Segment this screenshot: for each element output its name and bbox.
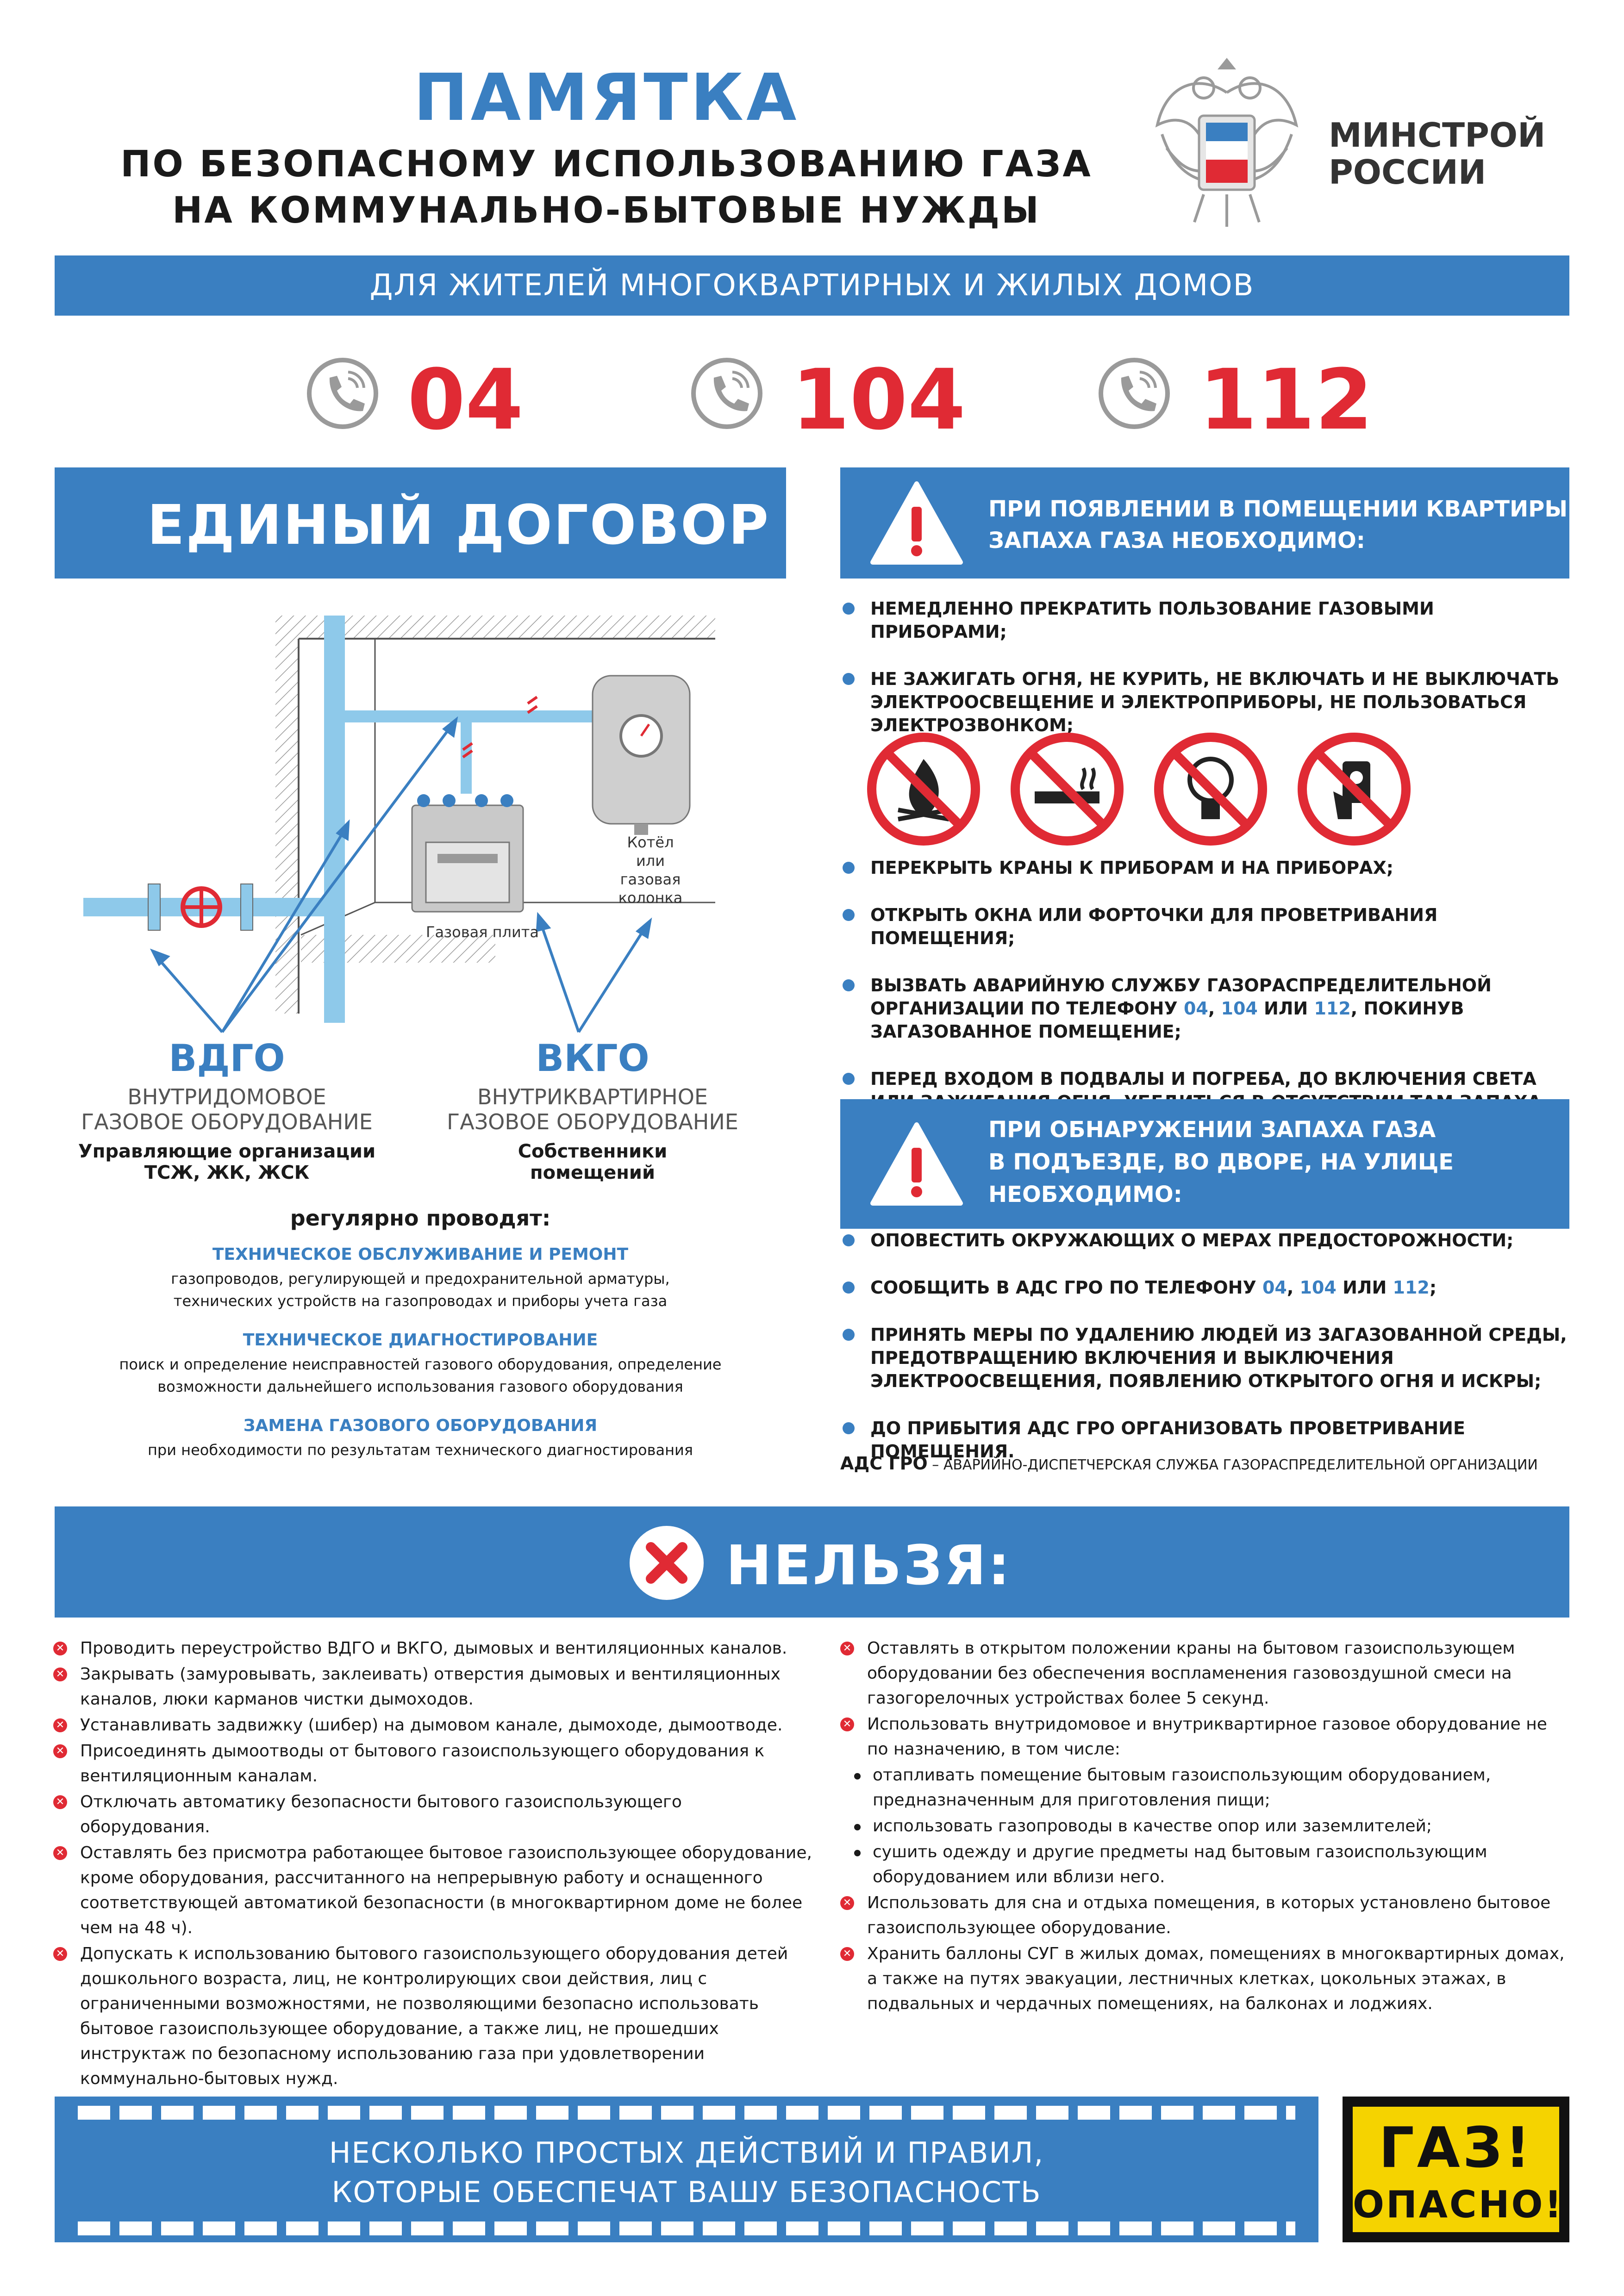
list-item-text: ; [1429,1277,1437,1298]
list-item-text: , [1287,1277,1300,1298]
phone-number-112[interactable]: 112 [1199,352,1373,448]
phone-icon [1097,356,1171,430]
vdgo-line2: ГАЗОВОЕ ОБОРУДОВАНИЕ [81,1109,373,1134]
vdgo-line1: ВНУТРИДОМОВОЕ [127,1084,326,1109]
list-item-text: ПЕРЕКРЫТЬ КРАНЫ К ПРИБОРАМ И НА ПРИБОРАХ; [870,858,1393,878]
list-item [840,1941,1569,2016]
vdgo-owner2: ТСЖ, ЖК, ЖСК [144,1162,310,1183]
list-item-text: ИЛИ [1257,998,1314,1019]
outdoor-warning-band [840,1099,1569,1229]
list-item-text: Оставлять в открытом положении краны на бытовом газоиспользующем оборудовании без обеспечения воспламенения газовоздушной смеси на газогорелочных устройствах более 5 секунд. [867,1639,1515,1708]
ads-gro-footnote [840,1453,1538,1474]
service-title: ТЕХНИЧЕСКОЕ ОБСЛУЖИВАНИЕ И РЕМОНТ [212,1245,629,1264]
audience-band [55,255,1569,316]
regular-label: регулярно проводят: [290,1206,551,1231]
ministry-name-line1: МИНСТРОЙ [1329,116,1546,155]
vdgo-block [65,1037,389,1183]
no-light-icon [1153,731,1268,847]
page-title: ПАМЯТКА [413,60,800,136]
vkgo-block [417,1037,768,1183]
x-icon: ✕ [53,1668,67,1681]
list-item-text: ВЫЗВАТЬ АВАРИЙНУЮ СЛУЖБУ ГАЗОРАСПРЕДЕЛИТЕЛЬНОЙ ОРГАНИЗАЦИИ ПО ТЕЛЕФОНУ [870,975,1492,1019]
list-item-text: Отключать автоматику безопасности бытового газоиспользующего оборудования. [80,1792,682,1836]
service-desc-line1: при необходимости по результатам технического диагностирования [147,1441,693,1459]
list-item-text: Устанавливать задвижку (шибер) на дымовом канале, дымоходе, дымоотводе. [80,1716,783,1735]
phone-link-04[interactable]: 04 [1183,998,1208,1019]
phone-link-104[interactable]: 104 [1221,998,1258,1019]
gas-danger-sign [1343,2097,1569,2242]
footer-band [55,2097,1318,2242]
outdoor-warning-title-line1: ПРИ ОБНАРУЖЕНИИ ЗАПАХА ГАЗА [988,1117,1436,1143]
x-icon: ✕ [840,1717,854,1731]
list-item [53,1941,812,2091]
page-subtitle-line2: НА КОММУНАЛЬНО-БЫТОВЫЕ НУЖДЫ [172,190,1041,231]
service-desc-line1: поиск и определение неисправностей газового оборудования, определение [119,1356,722,1373]
x-icon: ✕ [53,1947,67,1961]
list-item [53,1841,812,1941]
forbidden-band [55,1506,1569,1618]
outdoor-warning-title-line3: НЕОБХОДИМО: [988,1182,1182,1207]
forbidden-list-right [840,1636,1569,2017]
no-fire-icon [866,731,981,847]
list-item [53,1790,812,1840]
ads-gro-abbr: АДС ГРО [840,1453,928,1474]
list-item [838,1229,1569,1252]
service-item [55,1416,786,1461]
boiler-label-line2: или [636,852,665,870]
footer-line1: НЕСКОЛЬКО ПРОСТЫХ ДЕЙСТВИЙ И ПРАВИЛ, [329,2136,1044,2170]
indoor-warning-title-line1: ПРИ ПОЯВЛЕНИИ В ПОМЕЩЕНИИ КВАРТИРЫ [988,496,1568,522]
ads-gro-definition: – АВАРИЙНО-ДИСПЕТЧЕРСКАЯ СЛУЖБА ГАЗОРАСПРЕДЕЛИТЕЛЬНОЙ ОРГАНИЗАЦИИ [927,1457,1538,1473]
phone-icon [306,356,380,430]
list-item-text: НЕМЕДЛЕННО ПРЕКРАТИТЬ ПОЛЬЗОВАНИЕ ГАЗОВЫМИ ПРИБОРАМИ; [870,598,1434,642]
list-item-text: использовать газопроводы в качестве опор или заземлителей; [873,1817,1432,1836]
phone-link-112[interactable]: 112 [1314,998,1351,1019]
service-item [55,1245,786,1312]
phone-link-104[interactable]: 104 [1299,1277,1337,1298]
list-item [838,903,1569,950]
decorative-stripe [78,2106,1295,2120]
outdoor-actions-list [838,1229,1569,1487]
vkgo-abbr: ВКГО [536,1037,650,1080]
phone-icon [690,356,764,430]
list-item [53,1739,812,1789]
sub-list-item [840,1763,1569,1813]
forbidden-list-left [53,1636,812,2092]
vdgo-abbr: ВДГО [169,1037,285,1080]
gas-danger-sign-line1: ГАЗ! [1379,2116,1533,2180]
indoor-warning-band [840,467,1569,579]
service-title: ЗАМЕНА ГАЗОВОГО ОБОРУДОВАНИЯ [243,1416,598,1435]
list-item-text: Использовать для сна и отдыха помещения, в которых установлено бытовое газоиспользующее оборудование. [867,1893,1551,1937]
phone-link-112[interactable]: 112 [1393,1277,1430,1298]
boiler-label-line1: Котёл [627,834,674,851]
list-item [840,1712,1569,1762]
x-icon: ✕ [53,1846,67,1860]
phone-link-04[interactable]: 04 [1262,1277,1287,1298]
x-icon: ✕ [840,1947,854,1961]
service-item [55,1331,786,1398]
page-subtitle-line1: ПО БЕЗОПАСНОМУ ИСПОЛЬЗОВАНИЮ ГАЗА [120,143,1093,185]
list-item-text: ПЕРЕД ВХОДОМ В ПОДВАЛЫ И ПОГРЕБА, ДО ВКЛЮЧЕНИЯ СВЕТА [870,1069,1537,1089]
list-item-text: сушить одежду и другие предметы над бытовым газоиспользующим оборудованием или вблизи него. [873,1842,1487,1886]
list-item-text: ДО ПРИБЫТИЯ АДС ГРО ОРГАНИЗОВАТЬ ПРОВЕТРИВАНИЕ ПОМЕЩЕНИЯ. [870,1418,1465,1462]
service-desc-line2: технических устройств на газопроводах и приборы учета газа [173,1292,668,1310]
phone-number-104[interactable]: 104 [792,352,966,448]
list-item-text: отапливать помещение бытовым газоиспользующим оборудованием, предназначенным для приготовления пищи; [873,1766,1491,1810]
gas-danger-sign-line2: ОПАСНО! [1353,2183,1564,2226]
no-intercom-icon [1296,731,1412,847]
list-item [840,1891,1569,1941]
list-item [53,1662,812,1712]
ministry-name-line2: РОССИИ [1329,153,1487,192]
services-list [55,1245,786,1461]
x-icon: ✕ [840,1642,854,1655]
stove-label: Газовая плита [426,923,539,941]
forbidden-x-icon [629,1525,705,1601]
list-item-text: ПРИНЯТЬ МЕРЫ ПО УДАЛЕНИЮ ЛЮДЕЙ ИЗ ЗАГАЗОВАННОЙ СРЕДЫ, ПРЕДОТВРАЩЕНИЮ ВКЛЮЧЕНИЯ И ВЫКЛЮЧЕНИЯ ЭЛЕКТРООСВЕЩЕНИЯ, ПОЯВЛЕНИЮ ОТКРЫТОГО ОГНЯ И ИСКРЫ; [870,1325,1567,1391]
list-item [840,1636,1569,1711]
contract-title: ЕДИНЫЙ ДОГОВОР [147,493,770,557]
warning-triangle-icon [868,479,965,567]
list-item-text: СООБЩИТЬ В АДС ГРО ПО ТЕЛЕФОНУ [870,1277,1262,1298]
boiler-label-line4: колонка [618,889,683,907]
audience-band-text: ДЛЯ ЖИТЕЛЕЙ МНОГОКВАРТИРНЫХ И ЖИЛЫХ ДОМОВ [369,268,1255,303]
list-item-text: ОТКРЫТЬ ОКНА ИЛИ ФОРТОЧКИ ДЛЯ ПРОВЕТРИВАНИЯ ПОМЕЩЕНИЯ; [870,905,1438,948]
x-icon: ✕ [53,1642,67,1655]
x-icon: ✕ [53,1744,67,1758]
no-smoking-icon [1009,731,1125,847]
service-title: ТЕХНИЧЕСКОЕ ДИАГНОСТИРОВАНИЕ [243,1331,598,1350]
forbidden-title: НЕЛЬЗЯ: [726,1533,1012,1597]
list-item-text: , [1208,998,1221,1019]
decorative-stripe [78,2221,1295,2235]
x-icon: ✕ [53,1795,67,1809]
list-item-text: НЕ ЗАЖИГАТЬ ОГНЯ, НЕ КУРИТЬ, НЕ ВКЛЮЧАТЬ И НЕ ВЫКЛЮЧАТЬ ЭЛЕКТРООСВЕЩЕНИЕ И ЭЛЕКТРОПРИБОРЫ, НЕ ПОЛЬЗОВАТЬСЯ ЭЛЕКТРОЗВОНКОМ; [870,669,1560,735]
list-item [838,1276,1569,1299]
vkgo-owner2: помещений [530,1162,655,1183]
list-item [838,974,1569,1043]
sub-list-item [840,1814,1569,1839]
list-item-text: , ПОКИНУВ ЗАГАЗОВАННОЕ ПОМЕЩЕНИЕ; [870,998,1464,1042]
vkgo-line2: ГАЗОВОЕ ОБОРУДОВАНИЕ [447,1109,738,1134]
boiler-label-line3: газовая [620,871,681,888]
list-item-text: Допускать к использованию бытового газоиспользующего оборудования детей дошкольного возраста, лиц, не контролирующих свои действия, лиц с ограниченными возможностями, не позволяющими безопасно использовать бытовое газоиспользующее оборудование, а также лиц, не прошедших инструктаж по безопасному использованию газа при удовлетворении коммунально-бытовых нужд. [80,1944,788,2088]
service-desc-line2: возможности дальнейшего использования газового оборудования [157,1378,683,1395]
list-item-text: Закрывать (замуровывать, заклеивать) отверстия дымовых и вентиляционных каналов, люки карманов чистки дымоходов. [80,1665,781,1709]
russian-eagle-emblem [1148,56,1305,231]
gas-equipment-diagram [83,602,759,1041]
list-item [838,597,1569,643]
vkgo-owner1: Собственники [518,1141,668,1162]
outdoor-warning-title-line2: В ПОДЪЕЗДЕ, ВО ДВОРЕ, НА УЛИЦЕ [988,1149,1454,1175]
footer-line2: КОТОРЫЕ ОБЕСПЕЧАТ ВАШУ БЕЗОПАСНОСТЬ [331,2175,1042,2209]
list-item [838,856,1569,879]
list-item-text: ИЛИ [1336,1277,1393,1298]
list-item [838,1323,1569,1393]
x-icon: ✕ [840,1896,854,1910]
list-item-text: Оставлять без присмотра работающее бытовое газоиспользующее оборудование, кроме оборудования, рассчитанного на непрерывную работу и оснащенного соответствующей автоматикой безопасности (в многоквартирном доме не более чем на 48 ч). [80,1843,812,1937]
list-item-text: ОПОВЕСТИТЬ ОКРУЖАЮЩИХ О МЕРАХ ПРЕДОСТОРОЖНОСТИ; [870,1230,1514,1251]
list-item-text: Хранить баллоны СУГ в жилых домах, помещениях в многоквартирных домах, а также на путях эвакуации, лестничных клетках, цокольных этажах, в подвальных и чердачных помещениях, на балконах и лоджиях. [867,1944,1565,2013]
contract-title-band [55,467,786,579]
service-desc-line1: газопроводов, регулирующей и предохранительной арматуры, [171,1270,670,1288]
indoor-warning-title-line2: ЗАПАХА ГАЗА НЕОБХОДИМО: [988,528,1365,554]
prohibition-icons-row [866,731,1421,852]
vkgo-line1: ВНУТРИКВАРТИРНОЕ [477,1084,708,1109]
list-item-text: Присоединять дымоотводы от бытового газоиспользующего оборудования к вентиляционным каналам. [80,1742,765,1786]
list-item-text: Использовать внутридомовое и внутриквартирное газовое оборудование не по назначению, в том числе: [867,1715,1547,1759]
list-item [838,667,1569,737]
list-item-text: Проводить переустройство ВДГО и ВКГО, дымовых и вентиляционных каналов. [80,1639,787,1658]
warning-triangle-icon [868,1120,965,1208]
vdgo-owner1: Управляющие организации [78,1141,376,1162]
list-item [53,1713,812,1738]
x-icon: ✕ [53,1718,67,1732]
phone-number-04[interactable]: 04 [407,352,524,448]
list-item [53,1636,812,1661]
sub-list-item [840,1840,1569,1890]
boiler-label [604,833,697,907]
